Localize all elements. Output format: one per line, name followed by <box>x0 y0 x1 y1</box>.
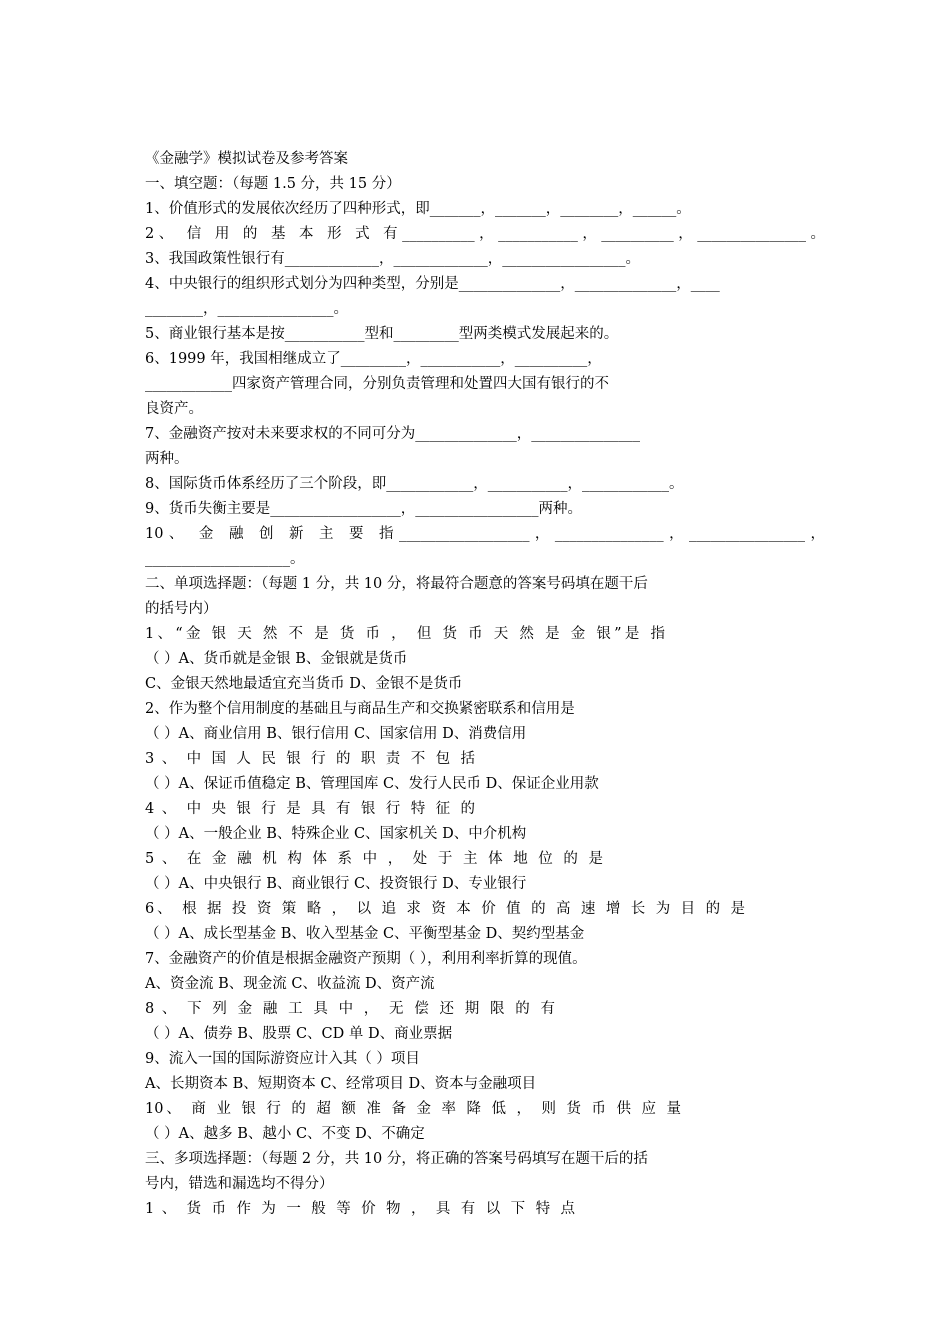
option-line: （ ）A、货币就是金银 B、金银就是货币 <box>145 651 408 667</box>
section3-heading: 三、多项选择题：（每题 2 分，共 10 分，将正确的答案号码填写在题干后的括 <box>145 1151 648 1167</box>
question-line: 1、“金 银 天 然 不 是 货 币 ， 但 货 币 天 然 是 金 银”是 指 <box>145 626 665 642</box>
question-line: 良资产。 <box>145 401 203 417</box>
question-line: 4 、 中 央 银 行 是 具 有 银 行 特 征 的 <box>145 801 475 817</box>
question-line: 7、金融资产的价值是根据金融资产预期（ ），利用利率折算的现值。 <box>145 951 587 967</box>
question-line: 6、1999 年，我国相继成立了_________，___________，__________， <box>145 351 602 367</box>
question-line: 4、中央银行的组织形式划分为四种类型，分别是______________，______________，____ <box>145 276 720 292</box>
question-line: 1 、 货 币 作 为 一 般 等 价 物 ， 具 有 以 下 特 点 <box>145 1201 575 1217</box>
question-line: 5 、 在 金 融 机 构 体 系 中 ， 处 于 主 体 地 位 的 是 <box>145 851 603 867</box>
section2-heading-cont: 的括号内） <box>145 601 218 617</box>
option-line: （ ）A、成长型基金 B、收入型基金 C、平衡型基金 D、契约型基金 <box>145 926 585 942</box>
option-line: （ ）A、一般企业 B、特殊企业 C、国家机关 D、中介机构 <box>145 826 527 842</box>
question-line: ________，________________。 <box>145 301 348 317</box>
question-line: 3 、 中 国 人 民 银 行 的 职 责 不 包 括 <box>145 751 475 767</box>
question-line: 10、 商 业 银 行 的 超 额 准 备 金 率 降 低 ， 则 货 币 供 应 量 <box>145 1101 681 1117</box>
option-line: A、长期资本 B、短期资本 C、经常项目 D、资本与金融项目 <box>145 1076 537 1092</box>
option-line: （ ）A、越多 B、越小 C、不变 D、不确定 <box>145 1126 425 1142</box>
question-line: 10、 金 融 创 新 主 要 指__________________，_______________，________________， <box>145 526 825 542</box>
question-line: 9、货币失衡主要是__________________，_________________两种。 <box>145 501 582 517</box>
question-line: 2、 信 用 的 基 本 形 式 有__________，___________，__________，_______________。 <box>145 226 825 242</box>
option-line: （ ）A、商业信用 B、银行信用 C、国家信用 D、消费信用 <box>145 726 527 742</box>
question-line: 8 、 下 列 金 融 工 具 中 ， 无 偿 还 期 限 的 有 <box>145 1001 555 1017</box>
question-line: ____________________。 <box>145 551 305 567</box>
question-line: 2、作为整个信用制度的基础且与商品生产和交换紧密联系和信用是 <box>145 701 575 717</box>
section3-heading-cont: 号内，错选和漏选均不得分） <box>145 1176 334 1192</box>
option-line: （ ）A、债券 B、股票 C、CD 单 D、商业票据 <box>145 1026 453 1042</box>
option-line: A、资金流 B、现金流 C、收益流 D、资产流 <box>145 976 435 992</box>
document-body <box>145 147 825 1222</box>
question-line: 1、价值形式的发展依次经历了四种形式，即_______，_______，________，______。 <box>145 201 691 217</box>
option-line: （ ）A、保证币值稳定 B、管理国库 C、发行人民币 D、保证企业用款 <box>145 776 599 792</box>
question-line: ____________四家资产管理合同，分别负责管理和处置四大国有银行的不 <box>145 376 609 392</box>
document-title: 《金融学》模拟试卷及参考答案 <box>145 151 348 167</box>
question-line: 9、流入一国的国际游资应计入其（ ）项目 <box>145 1051 420 1067</box>
section2-heading: 二、单项选择题：（每题 1 分，共 10 分，将最符合题意的答案号码填在题干后 <box>145 576 648 592</box>
question-line: 3、我国政策性银行有_____________，_____________，_________________。 <box>145 251 640 267</box>
question-line: 7、金融资产按对未来要求权的不同可分为______________，_______________ <box>145 426 640 442</box>
option-line: （ ）A、中央银行 B、商业银行 C、投资银行 D、专业银行 <box>145 876 527 892</box>
section1-heading: 一、填空题：（每题 1.5 分，共 15 分） <box>145 176 401 192</box>
question-line: 6、 根 据 投 资 策 略 ， 以 追 求 资 本 价 值 的 高 速 增 长 为 目 的 是 <box>145 901 745 917</box>
question-line: 8、国际货币体系经历了三个阶段，即____________，___________，____________。 <box>145 476 684 492</box>
question-line: 两种。 <box>145 451 189 467</box>
option-line: C、金银天然地最适宜充当货币 D、金银不是货币 <box>145 676 463 692</box>
question-line: 5、商业银行基本是按___________型和_________型两类模式发展起来的。 <box>145 326 619 342</box>
